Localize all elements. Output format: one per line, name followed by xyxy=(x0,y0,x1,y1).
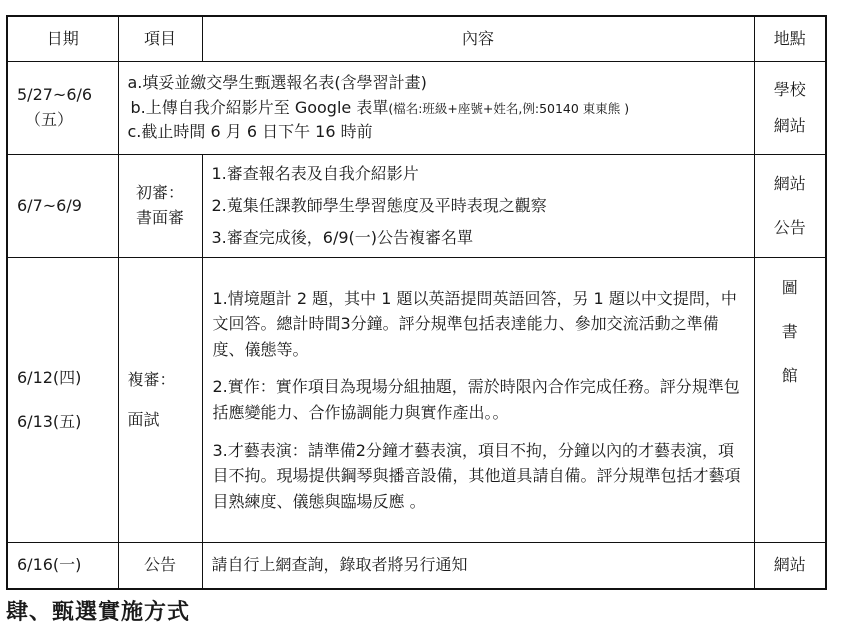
location-cell xyxy=(754,258,826,543)
table-row xyxy=(7,258,826,543)
content-paragraph: 1.情境題計 2 題，其中 1 題以英語提問英語回答，另 1 題以中文提問，中文回答。總計時間3分鐘。評分規準包括表達能力、參加交流活動之準備度、儀態等。 xyxy=(212,288,737,359)
content-paragraph: 3.才藝表演：請準備2分鐘才藝表演，項目不拘，分鐘以內的才藝表演，項目不拘。現場提供鋼琴與播音設備，其他道具請自備。評分規準包括才藝項目熟練度、儀態與臨場反應 。 xyxy=(212,440,741,511)
content-line: 3.審查完成後，6/9(一)公告複審名單 xyxy=(211,228,474,247)
item-line: 面試 xyxy=(127,410,160,429)
date-line: 6/12(四) xyxy=(17,368,82,387)
location-line: 書 xyxy=(781,322,798,341)
content-paragraph: 2.實作：實作項目為現場分組抽題，需於時限內合作完成任務。評分規準包括應變能力、合作協調能力與實作產出。。 xyxy=(212,377,740,422)
location-line: 網站 xyxy=(773,174,806,193)
location-line: 公告 xyxy=(773,218,806,237)
content-line: c.截止時間 6 月 6 日下午 16 時前 xyxy=(127,122,373,142)
item-line: 初審： xyxy=(135,183,184,203)
location-cell xyxy=(754,62,826,155)
item-line: 複審： xyxy=(127,370,176,389)
date-line: 6/13(五) xyxy=(17,412,82,431)
location-line: 館 xyxy=(781,366,798,385)
content-line: 2.蒐集任課教師學生學習態度及平時表現之觀察 xyxy=(211,196,547,215)
item-cell xyxy=(118,258,202,543)
header-content: 內容 xyxy=(202,16,754,62)
table-header-row xyxy=(7,16,826,62)
table-row xyxy=(7,62,826,155)
content-line xyxy=(128,96,754,121)
date-cell: 6/7~6/9 xyxy=(7,155,118,258)
content-line: a.填妥並繳交學生甄選報名表(含學習計畫) xyxy=(127,72,427,92)
section-heading: 肆、甄選實施方式 xyxy=(6,600,191,625)
content-cell xyxy=(118,62,754,155)
item-cell xyxy=(118,155,202,258)
location-cell: 網站 xyxy=(754,543,826,590)
content-cell xyxy=(202,258,754,543)
table-row xyxy=(7,155,826,258)
date-cell: 6/16(一) xyxy=(7,543,118,590)
content-text: b.上傳自我介紹影片至 Google 表單 xyxy=(130,97,389,117)
content-line: 1.審查報名表及自我介紹影片 xyxy=(211,164,419,183)
date-cell xyxy=(7,258,118,543)
date-line: （五） xyxy=(25,110,74,129)
location-cell xyxy=(754,155,826,258)
header-item: 項目 xyxy=(118,16,202,62)
header-location: 地點 xyxy=(754,16,826,62)
item-line: 書面審 xyxy=(135,208,184,227)
location-line: 圖 xyxy=(781,278,798,297)
date-line: 5/27~6/6 xyxy=(17,85,93,105)
location-line: 學校 xyxy=(773,80,806,99)
date-cell xyxy=(7,62,118,155)
table-row xyxy=(7,543,826,590)
item-cell: 公告 xyxy=(118,543,202,590)
location-line: 網站 xyxy=(773,116,806,135)
filename-note: (檔名:班級+座號+姓名,例:50140 東東熊 ) xyxy=(388,100,630,116)
content-cell: 請自行上網查詢，錄取者將另行通知 xyxy=(202,543,754,590)
content-cell xyxy=(202,155,754,258)
schedule-table xyxy=(6,15,827,590)
header-date: 日期 xyxy=(7,16,118,62)
